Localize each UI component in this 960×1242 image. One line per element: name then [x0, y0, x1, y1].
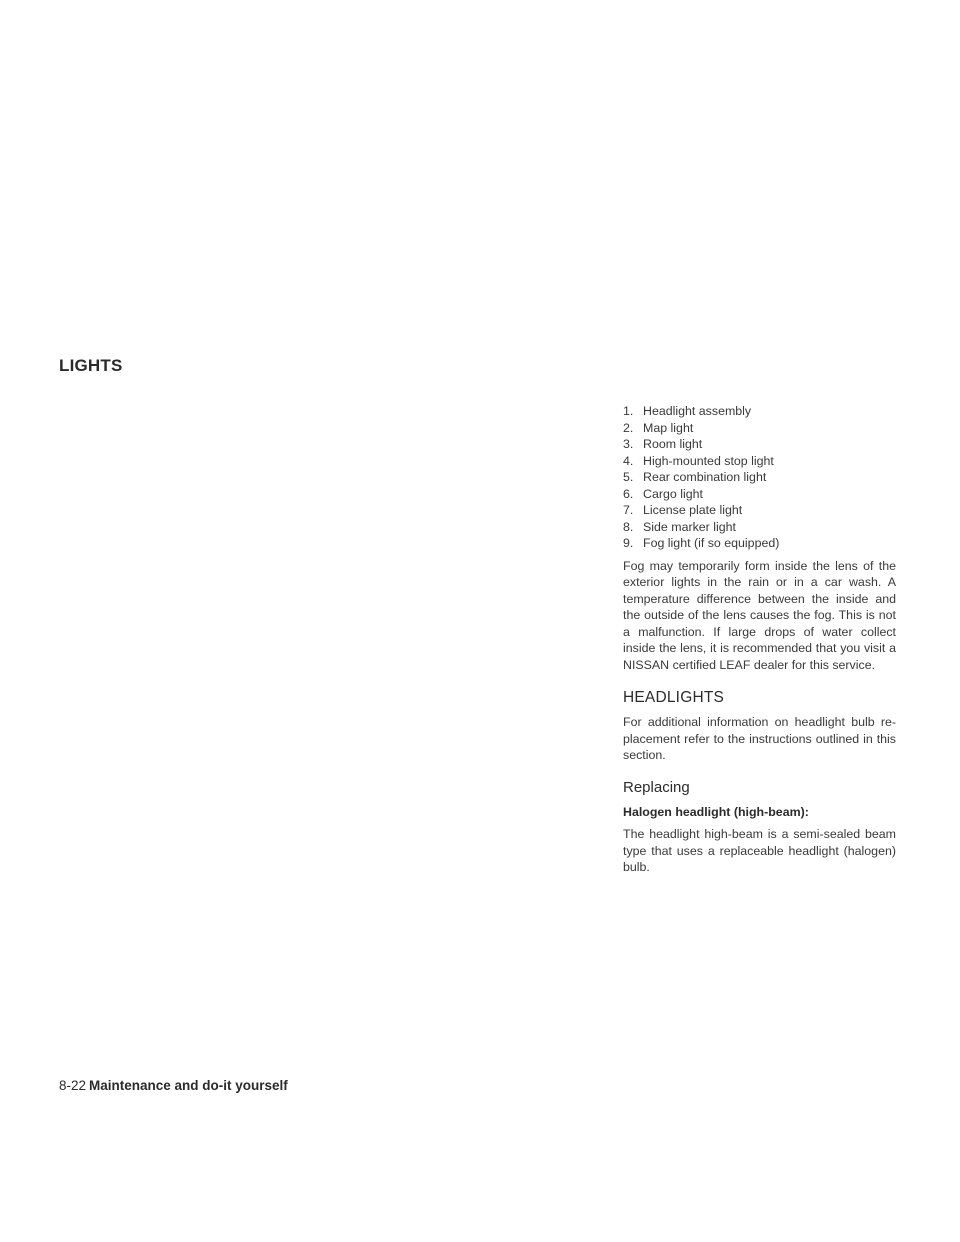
parts-list-item-label: Map light	[643, 420, 694, 435]
right-column	[623, 403, 896, 876]
parts-list-item-number: 1.	[623, 404, 634, 418]
parts-list-item	[623, 420, 896, 437]
parts-list-item-number: 9.	[623, 536, 634, 550]
parts-list-item-number: 7.	[623, 503, 634, 517]
parts-list-item-label: Rear combination light	[643, 470, 767, 484]
parts-list-item-label: License plate light	[643, 503, 743, 517]
parts-list-item-label: Fog light (if so equipped)	[643, 536, 780, 550]
parts-list-item	[623, 519, 896, 536]
parts-list-item	[623, 535, 896, 552]
parts-list-item-number: 8.	[623, 519, 634, 534]
parts-list-item	[623, 403, 896, 420]
fog-paragraph: Fog may temporarily form inside the lens of the exterior lights in the rain or in a car wash. A temperature difference between the inside and the outside of the lens causes the fog. This is not a malfunction. If large drops of water collect inside the lens, it is recommended that you visit a NISSAN certified LEAF dealer for this service.	[623, 558, 896, 672]
parts-list-item-label: Headlight assembly	[643, 404, 752, 418]
parts-list-item-number: 2.	[623, 420, 634, 435]
page-footer	[59, 1078, 288, 1093]
halogen-subheading: Halogen headlight (high-beam):	[623, 804, 809, 819]
parts-list-item-label: Cargo light	[643, 486, 703, 501]
parts-list-item-number: 5.	[623, 470, 634, 484]
chapter-title: Maintenance and do-it yourself	[89, 1078, 288, 1093]
parts-list-item-number: 4.	[623, 453, 634, 468]
parts-list-item	[623, 436, 896, 453]
section-title: LIGHTS	[59, 356, 123, 375]
parts-list-item-number: 3.	[623, 437, 634, 451]
page-number: 8-22	[59, 1078, 87, 1093]
parts-list	[623, 403, 896, 552]
headlights-heading: HEADLIGHTS	[623, 689, 725, 706]
parts-list-item-label: Room light	[643, 437, 703, 451]
parts-list-item-number: 6.	[623, 486, 634, 501]
parts-list-item	[623, 469, 896, 486]
parts-list-item-label: Side marker light	[643, 519, 736, 534]
headlights-intro: For additional information on headlight bulb re-placement refer to the instructions outlined in this section.	[623, 715, 896, 762]
parts-list-item	[623, 453, 896, 470]
parts-list-item	[623, 502, 896, 519]
replacing-heading: Replacing	[623, 778, 690, 796]
parts-list-item	[623, 486, 896, 503]
parts-list-item-label: High-mounted stop light	[643, 453, 774, 468]
halogen-text: The headlight high-beam is a semi-sealed beam type that uses a replaceable headlight (halogen) bulb.	[623, 827, 896, 874]
